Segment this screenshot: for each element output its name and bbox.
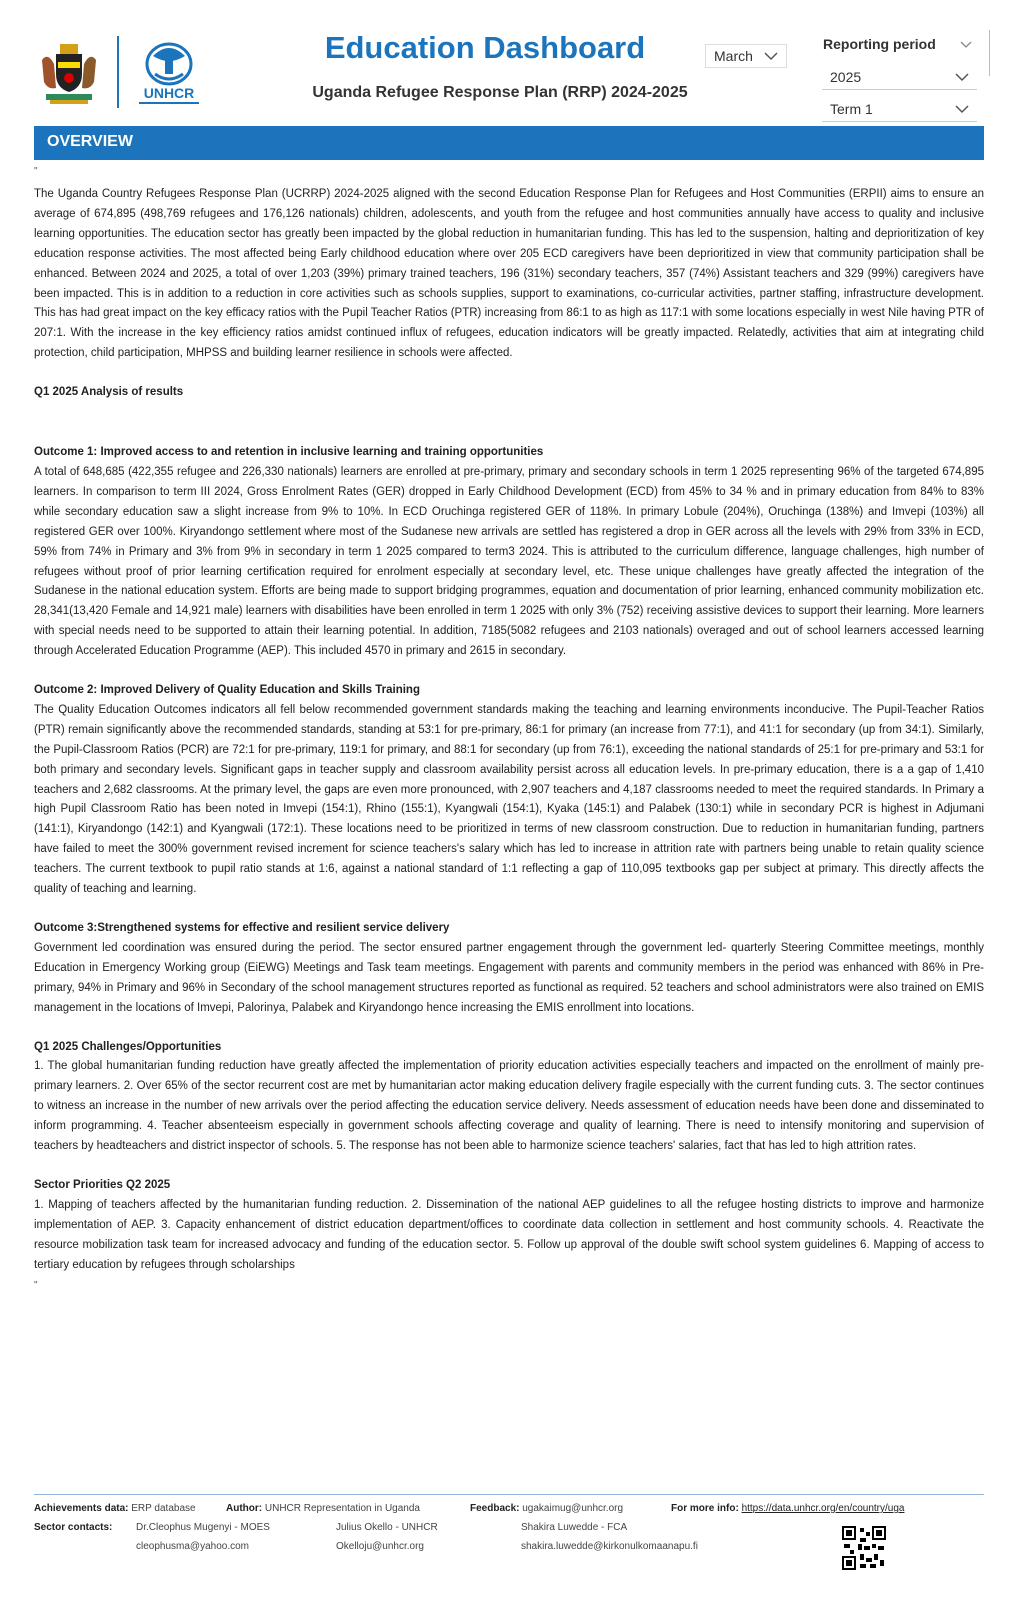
more-info	[671, 1503, 904, 1514]
contact2-email-link[interactable]: Okelloju@unhcr.org	[336, 1541, 424, 1552]
author-label: Author:	[226, 1503, 263, 1514]
main-content	[34, 185, 984, 1295]
unhcr-logo-icon	[133, 38, 205, 110]
header-divider	[989, 30, 990, 76]
contact1-name: Dr.Cleophus Mugenyi - MOES	[136, 1522, 270, 1533]
chevron-down-icon	[764, 51, 778, 61]
achievements-value: ERP database	[131, 1503, 196, 1514]
author-value: UNHCR Representation in Uganda	[264, 1503, 420, 1514]
q1-analysis-heading: Q1 2025 Analysis of results	[34, 386, 184, 399]
challenges-heading: Q1 2025 Challenges/Opportunities	[34, 1040, 222, 1053]
contact3-email-link[interactable]: shakira.luwedde@kirkonulkomaanapu.fi	[521, 1541, 698, 1552]
term-value: Term 1	[830, 101, 873, 117]
logo-divider	[117, 36, 119, 108]
month-dropdown[interactable]	[705, 44, 787, 68]
outcome2-heading: Outcome 2: Improved Delivery of Quality Education and Skills Training	[34, 684, 420, 697]
feedback-email-link[interactable]: ugakaimug@unhcr.org	[522, 1503, 624, 1514]
challenges-paragraph: 1. The global humanitarian funding reduction have greatly affected the implementation of priority education activities especially teachers and impacted on the enrollment of mainly pre-primary learners. 2. Over 65% of the sector recurrent cost are met by humanitarian actor making education delivery fragile especially with the current funding cuts. 3. The sector continues to witness an increase in the number of new arrivals over the period affecting the education service delivery. Needs assessment of education needs have been done and disseminated to inform programming. 4. Teacher absenteeism especially in government schools affecting coverage and quality of learning. There is need to intensify monitoring and supervision of teachers by headteachers and district inspector of schools. 5. The response has not been able to harmonize science teachers' salaries, fact that has led to high attrition rates.	[34, 1060, 984, 1153]
outcome1-paragraph: A total of 648,685 (422,355 refugee and 226,330 nationals) learners are enrolled at pre-primary, primary and secondary schools in term 1 2025 representing 96% of the targeted 674,895 learners. In comparison to term III 2024, Gross Enrolment Rates (GER) dropped in Early Childhood Development (ECD) from 45% to 34 % and in primary education from 84% to 83% while secondary education saw a slight increase from 9% to 10%. In ECD Oruchinga registered GER of 118%. In primary Lobule (204%), Oruchinga (138%) and Imvepi (103%) all registered GER over 100%. Kiryandongo settlement where most of the Sudanese new arrivals are settled has registered a drop in GER across all the levels with 29% from 33% in ECD, 59% from 74% in Primary and 3% from 9% in secondary in term 1 2025 compared to term3 2024. This is attributed to the curriculum difference, language challenges, high number of refugees without proof of prior learning certification required for enrolment especially at secondary level, etc. These unique challenges have greatly affected the integration of the Sudanese in the national education system. Efforts are being made to support bridging programmes, equation and documentation of prior learning, enhanced community mobilization etc. 28,341(13,420 Female and 14,921 male) learners with disabilities have been enrolled in term 1 2025 with only 3% (752) receiving assistive devices to support their learning. More learners with special needs need to be supported to attain their learning potential. In addition, 7185(5082 refugees and 2103 nationals) overaged and out of school learners accessed learning through Accelerated Education Programme (AEP). This included 4570 in primary and 2615 in secondary.	[34, 465, 984, 658]
priorities-paragraph: 1. Mapping of teachers affected by the humanitarian funding reduction. 2. Dissemination of the national AEP guidelines to all the refugee hosting districts to improve and harmonize implementation of AEP. 3. Capacity enhancement of district education department/offices to coordinate data collection in settlement and host community schools. 4. Reactivate the resource mobilization task team for increased advocacy and funding of the education sector. 5. Follow up approval of the double swift school system guidelines 6. Mapping of access to tertiary education by refugees through scholarships	[34, 1198, 984, 1271]
chevron-down-icon	[955, 104, 969, 114]
feedback	[470, 1503, 623, 1514]
contact3-name: Shakira Luwedde - FCA	[521, 1522, 628, 1533]
achievements-data	[34, 1503, 196, 1514]
page-subtitle: Uganda Refugee Response Plan (RRP) 2024-2025	[312, 84, 688, 101]
overview-paragraph: The Uganda Country Refugees Response Plan (UCRRP) 2024-2025 aligned with the second Education Response Plan for Refugees and Host Communities (ERPII) aims to ensure an average of 674,895 (498,769 refugees and 176,126 nationals) children, adolescents, and youth from the refugee and host communities annually have access to quality and inclusive learning opportunities. The education sector has greatly been impacted by the global reduction in humanitarian funding. This has led to the suspension, halting and deprioritization of key education response activities. The most affected being Early childhood education where over 205 ECD caregivers have been deprioritized in view that community participation shall be enhanced. Between 2024 and 2025, a total of over 1,203 (39%) primary trained teachers, 196 (31%) secondary teachers, 357 (74%) Assistant teachers and 329 (99%) caregivers have been impacted. This is in addition to a reduction in core activities such as schools supplies, support to examinations, co-curricular activities, partner staffing, infrastructure development. This has had great impact on the key efficacy ratios with the Pupil Teacher Ratios (PTR) increasing from 86:1 to as high as 117:1 with some locations especially in west Nile having PTR of 207:1. With the increase in the key efficiency ratios amidst continued influx of refugees, education indicators will be greatly impacted. Relatedly, activities that aim at integrating child protection, child participation, MHPSS and building learner resilience in schools were affected.	[34, 188, 984, 360]
more-info-label: For more info:	[671, 1503, 739, 1514]
page-title: Education Dashboard	[324, 30, 646, 65]
footer-divider	[34, 1494, 984, 1495]
quote-mark-bottom: "	[34, 1279, 38, 1291]
uganda-coat-of-arms-icon	[38, 40, 100, 106]
year-dropdown[interactable]	[822, 66, 977, 90]
reporting-period-label: Reporting period	[823, 36, 936, 52]
chevron-down-icon	[955, 72, 969, 82]
contact2-name: Julius Okello - UNHCR	[336, 1522, 438, 1533]
quote-mark-top: "	[34, 166, 38, 177]
month-value: March	[714, 48, 753, 64]
author	[226, 1503, 420, 1514]
qr-code-icon[interactable]	[842, 1526, 886, 1570]
contact1-email-link[interactable]: cleophusma@yahoo.com	[136, 1541, 249, 1552]
outcome2-paragraph: The Quality Education Outcomes indicators all fell below recommended government standards making the teaching and learning environments inconducive. The Pupil-Teacher Ratios (PTR) remain significantly above the recommended standards, standing at 53:1 for pre-primary, 86:1 for primary (an increase from 77:1), and 41:1 for secondary (up from 34:1). Similarly, the Pupil-Classroom Ratios (PCR) are 72:1 for pre-primary, 119:1 for primary, and 88:1 for secondary (up from 76:1), exceeding the national standards of 25:1 for pre-primary and 53:1 for both primary and secondary levels. Significant gaps in teacher supply and classroom availability persist across all education levels. In pre-primary education, there is a a gap of 1,410 teachers and 2,682 classrooms. At the primary level, the gaps are even more pronounced, with 2,907 teachers and 4,187 classrooms needed to meet the required standards. In Primary a high Pupil Classroom Ratio has been noted in Imvepi (154:1), Rhino (155:1), Kyangwali (154:1), Kyaka (145:1) and Palabek (130:1) while in secondary PCR is highest in Adjumani (141:1), Kiryandongo (142:1) and Kyangwali (172:1). These locations need to be prioritized in terms of new classroom construction. Due to reduction in humanitarian funding, partners have failed to meet the 300% government revised increment for science teachers's salary which has led to increase in attrition rate with partners being unable to retain quality science teachers. The current textbook to pupil ratio stands at 1:6, against a national standard of 1:1 reflecting a gap of 110,095 textbooks gap per subject at primary. This directly affects the quality of teaching and learning.	[34, 703, 984, 896]
outcome1-heading: Outcome 1: Improved access to and retention in inclusive learning and training opportunities	[34, 446, 544, 459]
priorities-heading: Sector Priorities Q2 2025	[34, 1178, 171, 1191]
feedback-label: Feedback:	[470, 1503, 520, 1514]
more-info-link[interactable]: https://data.unhcr.org/en/country/uga	[741, 1503, 905, 1514]
sector-contacts-label: Sector contacts:	[34, 1522, 113, 1533]
achievements-label: Achievements data:	[34, 1503, 129, 1514]
unhcr-logo-text: UNHCR	[143, 85, 195, 101]
outcome3-heading: Outcome 3:Strengthened systems for effective and resilient service delivery	[34, 922, 450, 934]
outcome3-paragraph: Government led coordination was ensured during the period. The sector ensured partner engagement through the government led- quarterly Steering Committee meetings, monthly Education in Emergency Working group (EiEWG) Meetings and Task team meetings. Engagement with parents and community members in the period was enhanced with 86% in Pre-primary, 94% in Primary and 96% in Secondary of the school management structures reported as functional as required. 52 teachers and school administrators were also trained on EMIS management in the locations of Imvepi, Palorinya, Palabek and Kiryandongo hence increasing the EMIS enrollment into locations.	[34, 941, 984, 1014]
year-value: 2025	[830, 69, 862, 85]
chevron-down-icon[interactable]	[960, 40, 972, 49]
header	[0, 0, 1024, 125]
term-dropdown[interactable]	[822, 98, 977, 122]
overview-banner-title: OVERVIEW	[47, 133, 133, 150]
overview-banner	[34, 126, 984, 160]
